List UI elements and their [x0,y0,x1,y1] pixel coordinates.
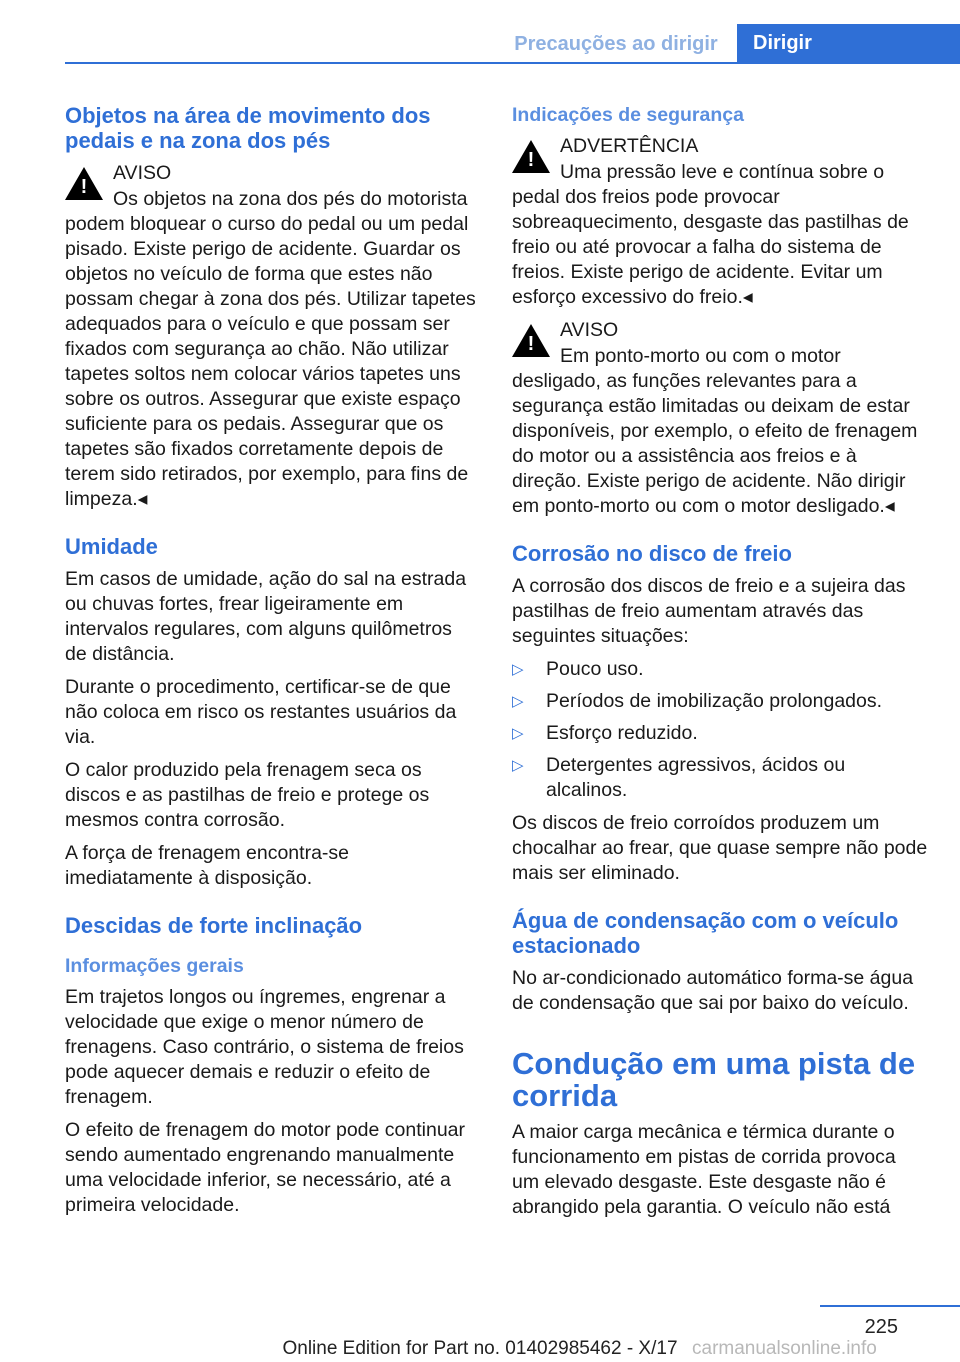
triangle-right-outline-icon: ▷ [512,661,524,678]
list-item: ▷ Pouco uso. [512,658,644,680]
paragraph: O efeito de frenagem do motor pode continuar sendo aumentado engrenando manualmente uma velocidade inferior, se necessário, até a primeira velocidade. [65,1119,465,1216]
right-column [512,103,928,1228]
triangle-right-outline-icon: ▷ [512,725,524,742]
paragraph: Em trajetos longos ou íngremes, engrenar a velocidade que exige o menor número de frenagens. Caso contrário, o sistema de freios pode aquecer demais e reduzir o efeito de frenagem. [65,986,464,1108]
triangle-right-outline-icon: ▷ [512,757,524,774]
paragraph: A maior carga mecânica e térmica durante o funcionamento em pistas de corrida provoca um elevado desgaste. Este desgaste não é abrangido pela garantia. O veículo não está [512,1121,896,1218]
heading-objetos: Objetos na área de movimento dos pedais e na zona dos pés [65,103,431,153]
warning-title: ADVERTÊNCIA [560,135,699,157]
bullet-list [512,657,928,803]
paragraph: Em casos de umidade, ação do sal na estrada ou chuvas fortes, frear ligeiramente em intervalos regulares, com alguns quilômetros de distância. [65,568,467,665]
left-column [65,103,478,1226]
warning-body: Uma pressão leve e contínua sobre o pedal dos freios pode provocar sobreaquecimento, desgaste das pastilhas de freio ou até provocar a falha do sistema de freios. Existe perigo de acidente. Evitar um esforço excessivo do freio.◂ [512,161,909,308]
warning-title: AVISO [560,319,619,341]
watermark: carmanualsonline.info [692,1338,877,1359]
paragraph: Os discos de freio corroídos produzem um chocalhar ao frear, que quase sempre não pode mais ser eliminado. [512,812,928,884]
warning-triangle-icon: ! [65,167,103,201]
warning-block-aviso-pedais [65,161,478,512]
heading-corrosao: Corrosão no disco de freio [512,541,792,566]
paragraph: A corrosão dos discos de freio e a sujeira das pastilhas de freio aumentam através das seguintes situações: [512,575,906,647]
paragraph: A força de frenagem encontra-se imediatamente à disposição. [65,842,349,889]
heading-conducao-pista: Condução em uma pista de corrida [512,1046,916,1113]
warning-block-aviso-ponto-morto [512,318,928,519]
list-item: ▷ Períodos de imobilização prolongados. [512,690,883,712]
heading-descidas: Descidas de forte inclinação [65,913,363,938]
header-section-title: Precauções ao dirigir [514,33,718,55]
warning-block-advertencia-freio [512,134,928,310]
paragraph: No ar-condicionado automático forma-se água de condensação que sai por baixo do veículo. [512,967,914,1014]
triangle-right-outline-icon: ▷ [512,693,524,710]
footer-divider [820,1305,960,1307]
list-item: ▷ Detergentes agressivos, ácidos ou alcalinos. [512,754,846,801]
warning-body: Os objetos na zona dos pés do motorista podem bloquear o curso do pedal ou um pedal pisado. Existe perigo de acidente. Guardar os objetos no veículo de forma que estes não possam chegar à zona dos pés. Utilizar tapetes adequados para o veículo e que possam ser fixados com segurança ao chão. Não utilizar tapetes soltos nem colocar vários tapetes uns sobre os outros. Assegurar que existe espaço suficiente para os pedais. Assegurar que os tapetes são fixados corretamente depois de terem sido retirados, por exemplo, para fins de limpeza.◂ [65,188,476,510]
page-number: 225 [864,1316,898,1338]
warning-body: Em ponto-morto ou com o motor desligado, as funções relevantes para a segurança estão limitadas ou deixam de estar disponíveis, por exemplo, o efeito de frenagem do motor ou a assistência aos freios e à direção. Existe perigo de acidente. Não dirigir em ponto-morto ou com o motor desligado.◂ [512,345,918,517]
header-chapter-tab: Dirigir [737,24,960,62]
heading-umidade: Umidade [65,534,158,559]
header-divider [65,62,960,64]
warning-title: AVISO [113,162,172,184]
heading-agua-condensacao: Água de condensação com o veículo estacionado [512,908,899,958]
footer-edition: Online Edition for Part no. 01402985462 - X/17 [282,1338,678,1359]
paragraph: Durante o procedimento, certificar-se de que não coloca em risco os restantes usuários da via. [65,676,457,748]
subheading-indicacoes-seguranca: Indicações de segurança [512,104,744,126]
warning-triangle-icon: ! [512,324,550,358]
paragraph: O calor produzido pela frenagem seca os discos e as pastilhas de freio e protege os mesmos contra corrosão. [65,759,430,831]
list-item: ▷ Esforço reduzido. [512,722,698,744]
subheading-informacoes-gerais: Informações gerais [65,955,244,977]
warning-triangle-icon: ! [512,140,550,174]
